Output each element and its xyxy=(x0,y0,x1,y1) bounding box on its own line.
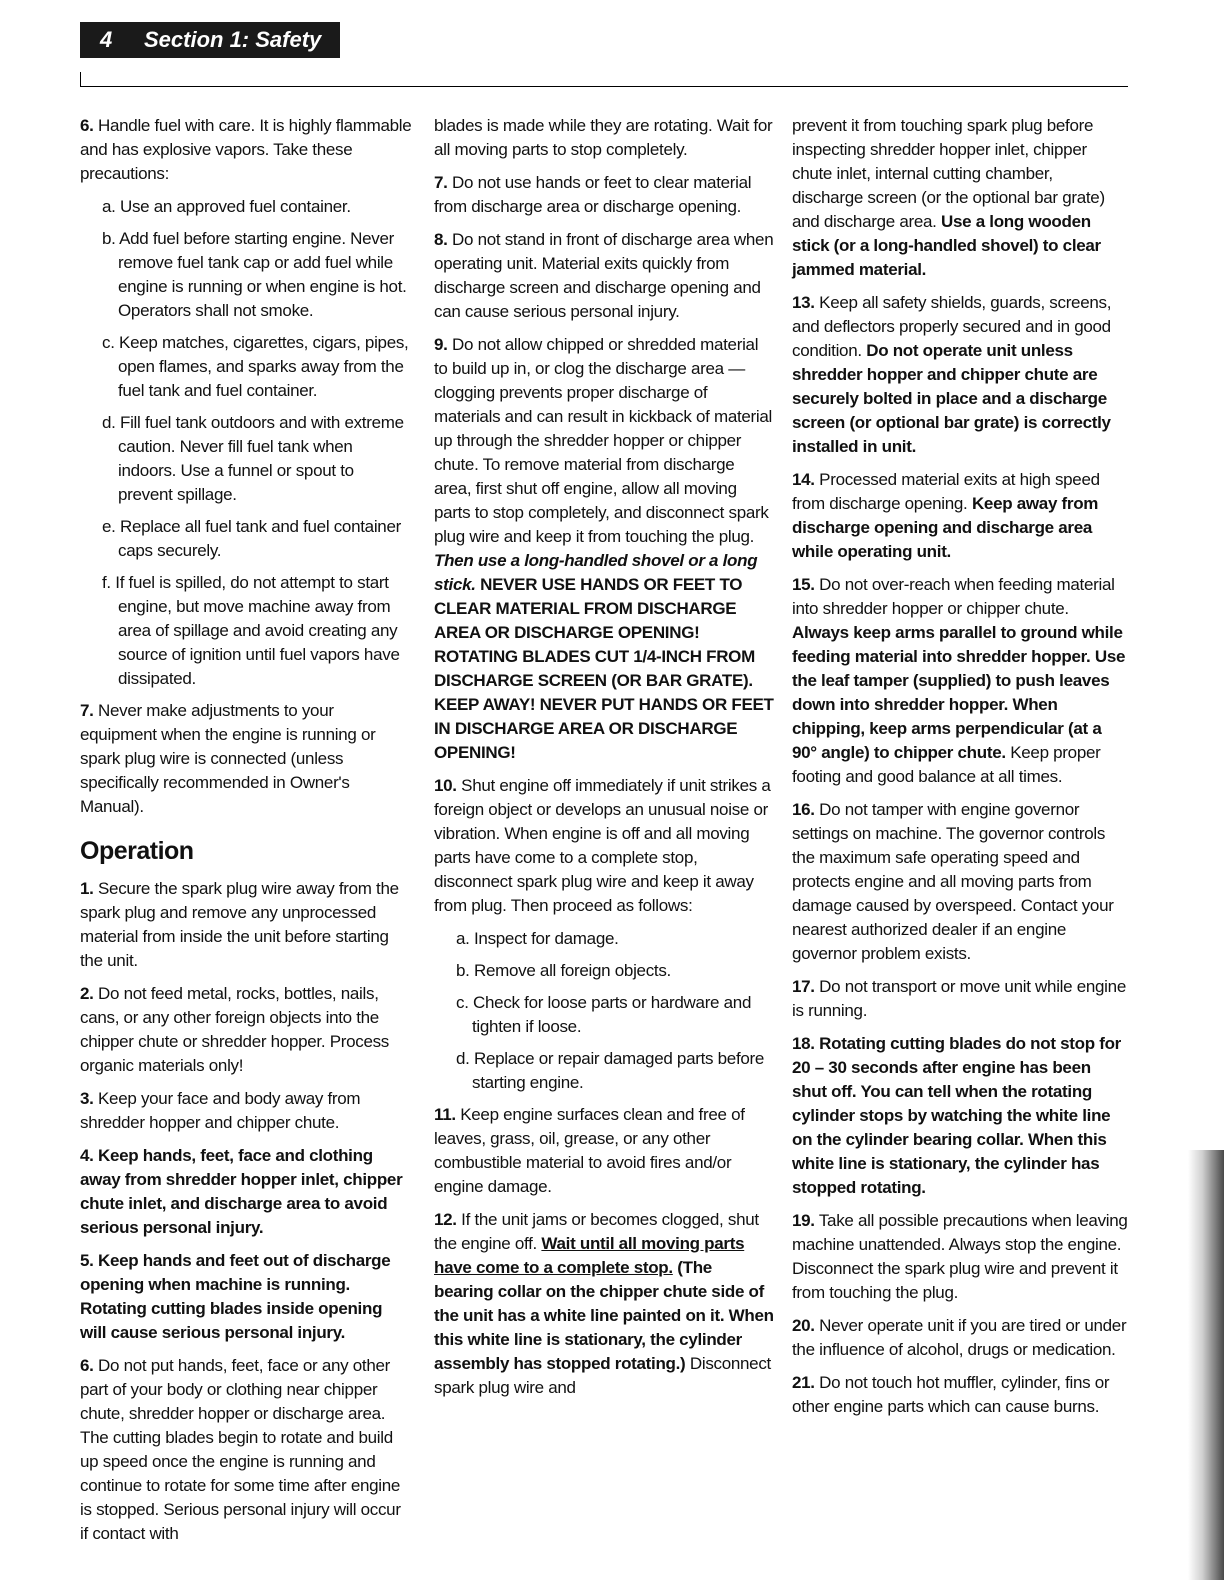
item-number: 20. xyxy=(792,1316,815,1335)
item-number: 12. xyxy=(434,1210,457,1229)
item-text: prevent it from touching spark plug before inspecting shredder hopper inlet, chipper chute inlet, internal cutting chamber, discharge screen (or the optional bar grate) and discharge area. xyxy=(792,116,1105,231)
jam-step-d: d. Replace or repair damaged parts before starting engine. xyxy=(456,1049,765,1092)
item-number: 15. xyxy=(792,575,815,594)
item-text: Shut engine off immediately if unit strikes a foreign object or develops an unusual noise or vibration. When engine is off and all moving parts have come to a complete stop, disconnect spark plug wire and keep it away from plug. Then proceed as follows: xyxy=(434,776,771,915)
operation-item-19 xyxy=(792,1209,1128,1305)
item-text: If the unit jams or becomes clogged, shut the engine off. xyxy=(434,1210,759,1253)
operation-item-9 xyxy=(434,333,774,765)
safety-item-6 xyxy=(80,114,412,186)
operation-item-20 xyxy=(792,1314,1128,1362)
item-text: Keep your face and body away from shredder hopper and chipper chute. xyxy=(80,1089,361,1132)
jam-step-a: a. Inspect for damage. xyxy=(456,929,619,948)
item-text: Do not feed metal, rocks, bottles, nails, cans, or any other foreign objects into the chipper chute or shredder hopper. Process organic materials only! xyxy=(80,984,389,1075)
fuel-precaution-a: a. Use an approved fuel container. xyxy=(102,197,351,216)
item-text: Never operate unit if you are tired or under the influence of alcohol, drugs or medication. xyxy=(792,1316,1127,1359)
item-bold-warning: Do not operate unit unless shredder hopper and chipper chute are securely bolted in place and a discharge screen (or optional bar grate) is correctly installed in unit. xyxy=(792,341,1111,456)
item-italic-warning: Then use a long-handled shovel or a long stick. xyxy=(434,551,758,594)
operation-item-6 xyxy=(80,1354,412,1546)
operation-item-18: 18. Rotating cutting blades do not stop for 20 – 30 seconds after engine has been shut off. You can tell when the rotating cylinder stops by watching the white line on the cylinder bearing collar. When this white line is stationary, the cylinder has stopped rotating. xyxy=(792,1034,1121,1197)
operation-item-4: 4. Keep hands, feet, face and clothing away from shredder hopper inlet, chipper chute inlet, and discharge area to avoid serious personal injury. xyxy=(80,1146,403,1237)
item-number: 6. xyxy=(80,116,94,135)
fuel-precaution-e: e. Replace all fuel tank and fuel container caps securely. xyxy=(102,517,401,560)
item-caps-warning: NEVER USE HANDS OR FEET TO CLEAR MATERIAL FROM DISCHARGE AREA OR DISCHARGE OPENING! ROTATING BLADES CUT 1/4-INCH FROM DISCHARGE SCREEN (OR BAR GRATE). KEEP AWAY! NEVER PUT HANDS OR FEET IN DISCHARGE AREA OR DISCHARGE OPENING! xyxy=(434,575,774,762)
operation-item-1 xyxy=(80,877,412,973)
operation-item-15 xyxy=(792,573,1128,789)
header-rule-tick xyxy=(80,72,81,87)
item-number: 7. xyxy=(434,173,448,192)
item-text: Keep all safety shields, guards, screens, and deflectors properly secured and in good condition. xyxy=(792,293,1112,360)
item-number: 14. xyxy=(792,470,815,489)
item-number: 9. xyxy=(434,335,448,354)
item-bold-warning: Always keep arms parallel to ground while feeding material into shredder hopper. Use the leaf tamper (supplied) to push leaves down into shredder hopper. When chipping, keep arms perpendicular (at a 90° angle) to chipper chute. xyxy=(792,623,1126,762)
operation-item-5: 5. Keep hands and feet out of discharge opening when machine is running. Rotating cutting blades inside opening will cause serious personal injury. xyxy=(80,1251,391,1342)
page-number: 4 xyxy=(100,27,113,52)
item-number: 1. xyxy=(80,879,94,898)
column-1 xyxy=(80,114,412,1555)
fuel-precaution-c: c. Keep matches, cigarettes, cigars, pipes, open flames, and sparks away from the fuel tank and fuel container. xyxy=(102,333,409,400)
scan-shadow-edge xyxy=(1188,1150,1224,1580)
jam-step-c: c. Check for loose parts or hardware and tighten if loose. xyxy=(456,993,752,1036)
operation-item-13 xyxy=(792,291,1128,459)
item-text: Take all possible precautions when leaving machine unattended. Always stop the engine. Disconnect the spark plug wire and prevent it from touching the plug. xyxy=(792,1211,1128,1302)
item-number: 6. xyxy=(80,1356,94,1375)
item-text: Do not allow chipped or shredded material to build up in, or clog the discharge area — clogging prevents proper discharge of materials and can result in kickback of material up through the shredder hopper or chipper chute. To remove material from discharge area, first shut off engine, allow all moving parts to stop completely, and disconnect spark plug wire and keep it from touching the plug. xyxy=(434,335,773,546)
item-number: 19. xyxy=(792,1211,815,1230)
header-rule xyxy=(80,86,1128,87)
item-bold-warning: Keep away from discharge opening and discharge area while operating unit. xyxy=(792,494,1099,561)
item-text: Handle fuel with care. It is highly flammable and has explosive vapors. Take these precautions: xyxy=(80,116,412,183)
column-3 xyxy=(792,114,1128,1428)
item-text: Do not use hands or feet to clear material from discharge area or discharge opening. xyxy=(434,173,752,216)
operation-item-6-continued: blades is made while they are rotating. Wait for all moving parts to stop completely. xyxy=(434,116,773,159)
column-2 xyxy=(434,114,774,1409)
item-number: 10. xyxy=(434,776,457,795)
safety-item-7 xyxy=(80,699,412,819)
item-text: Do not stand in front of discharge area when operating unit. Material exits quickly from discharge screen and discharge opening and can cause serious personal injury. xyxy=(434,230,774,321)
item-text: Secure the spark plug wire away from the spark plug and remove any unprocessed material from inside the unit before starting the unit. xyxy=(80,879,399,970)
item-number: 2. xyxy=(80,984,94,1003)
operation-item-14 xyxy=(792,468,1128,564)
item-text: Do not transport or move unit while engine is running. xyxy=(792,977,1126,1020)
operation-item-21 xyxy=(792,1371,1128,1419)
operation-item-2 xyxy=(80,982,412,1078)
item-number: 16. xyxy=(792,800,815,819)
item-text: Processed material exits at high speed from discharge opening. xyxy=(792,470,1100,513)
item-underlined-warning: Wait until all moving parts have come to a complete stop. xyxy=(434,1234,745,1277)
section-header xyxy=(80,22,340,58)
item-number: 3. xyxy=(80,1089,94,1108)
item-text: Do not put hands, feet, face or any other part of your body or clothing near chipper chute, shredder hopper or discharge area. The cutting blades begin to rotate and build up speed once the engine is running and continue to rotate for some time after engine is stopped. Serious personal injury will occur if contact with xyxy=(80,1356,401,1543)
item-number: 11. xyxy=(434,1105,456,1124)
jam-step-b: b. Remove all foreign objects. xyxy=(456,961,671,980)
fuel-precaution-f: f. If fuel is spilled, do not attempt to start engine, but move machine away from area of spillage and avoid creating any source of ignition until fuel vapors have dissipated. xyxy=(102,573,400,688)
operation-item-7 xyxy=(434,171,774,219)
operation-item-16 xyxy=(792,798,1128,966)
item-bold-warning: Use a long wooden stick (or a long-handled shovel) to clear jammed material. xyxy=(792,212,1101,279)
item-text-end: Disconnect spark plug wire and xyxy=(434,1354,771,1397)
item-number: 7. xyxy=(80,701,94,720)
item-text-end: Keep proper footing and good balance at all times. xyxy=(792,743,1101,786)
operation-item-8 xyxy=(434,228,774,324)
operation-item-12 xyxy=(434,1208,774,1400)
operation-item-12-continued xyxy=(792,114,1128,282)
fuel-precaution-b: b. Add fuel before starting engine. Never remove fuel tank cap or add fuel while engine is running or when engine is hot. Operators shall not smoke. xyxy=(102,229,407,320)
item-bold-note: (The bearing collar on the chipper chute side of the unit has a white line painted on it. When this white line is stationary, the cylinder assembly has stopped rotating.) xyxy=(434,1258,774,1373)
operation-item-10 xyxy=(434,774,774,918)
section-title: Section 1: Safety xyxy=(144,27,322,52)
operation-item-3 xyxy=(80,1087,412,1135)
item-number: 17. xyxy=(792,977,815,996)
operation-item-11 xyxy=(434,1103,774,1199)
operation-heading: Operation xyxy=(80,837,194,865)
fuel-precaution-d: d. Fill fuel tank outdoors and with extreme caution. Never fill fuel tank when indoors. Use a funnel or spout to prevent spillage. xyxy=(102,413,404,504)
item-text: Never make adjustments to your equipment when the engine is running or spark plug wire is connected (unless specifically recommended in Owner's Manual). xyxy=(80,701,376,816)
item-text: Do not over-reach when feeding material into shredder hopper or chipper chute. xyxy=(792,575,1115,618)
item-number: 8. xyxy=(434,230,448,249)
item-text: Do not tamper with engine governor settings on machine. The governor controls the maximum safe operating speed and protects engine and all moving parts from damage caused by overspeed. Contact your nearest authorized dealer if an engine governor problem exists. xyxy=(792,800,1114,963)
item-text: Keep engine surfaces clean and free of leaves, grass, oil, grease, or any other combustible material to avoid fires and/or engine damage. xyxy=(434,1105,745,1196)
item-number: 21. xyxy=(792,1373,815,1392)
item-text: Do not touch hot muffler, cylinder, fins or other engine parts which can cause burns. xyxy=(792,1373,1110,1416)
item-number: 13. xyxy=(792,293,815,312)
operation-item-17 xyxy=(792,975,1128,1023)
